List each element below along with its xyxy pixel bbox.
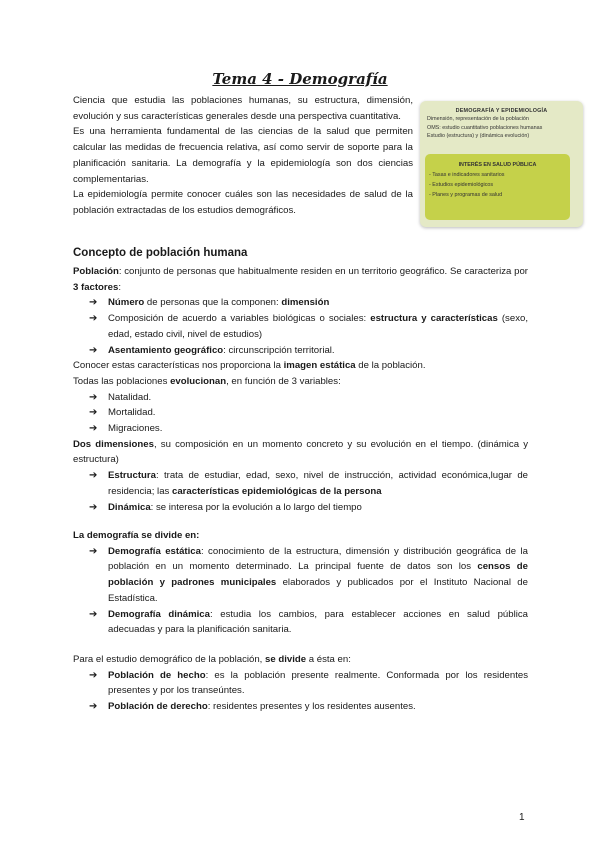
summary-box-line: OMS: estudio cuantitativo poblaciones humanas: [427, 124, 543, 131]
public-health-line: - Estudios epidemiológicos: [429, 182, 494, 188]
dimensions-list: [73, 468, 528, 515]
list-item: ➔ Migraciones.: [73, 421, 528, 437]
list-item: ➔ Asentamiento geográfico: circunscripción territorial.: [73, 343, 528, 359]
list-item: ➔ Estructura: trata de estudiar, edad, sexo, nivel de instrucción, actividad económica,lugar de residencia; las características epidemiológicas de la persona: [73, 468, 528, 499]
intro-paragraph: Es una herramienta fundamental de las ciencias de la salud que permiten calcular las medidas de frecuencia relativa, así como servir de soporte para la planificación sanitaria. La demografía y la epidemiología son dos ciencias complementarias.: [73, 126, 413, 185]
factors-list: [73, 295, 528, 358]
population-definition: Población: conjunto de personas que habitualmente residen en un territorio geográfico. Se caracteriza por 3 factores: ➔ Número de personas que la componen: dimensión ➔ Composición de acuerdo a variables biológicas o sociales: estructura y características (sexo, edad, estado civil, nivel de estudios) ➔ Asentamiento geográfico: circunscripción territorial. Conocer estas características nos proporciona la imagen estática de la población. Todas las poblaciones evolucionan, en función de 3 variables: ➔ Natalidad. ➔ Mortalidad. ➔ Migraciones. Dos dimensiones, su composición en un momento concreto y su evolución en el tiempo. (dinámica y estructura) ➔ Estructura: trata de estudiar, edad, sexo, nivel de instrucción, actividad económica,lugar de residencia; las características epidemiológicas de la persona ➔ Dinámica: se interesa por la evolución a lo largo del tiempo: [73, 264, 528, 515]
list-item: ➔ Demografía dinámica: estudia los cambios, para establecer acciones en salud pública adecuadas y para la planificación sanitaria.: [73, 607, 528, 638]
list-item: ➔ Dinámica: se interesa por la evolución a lo largo del tiempo: [73, 500, 528, 516]
summary-box: [420, 101, 583, 227]
list-item: ➔ Mortalidad.: [73, 405, 528, 421]
intro-paragraph: La epidemiología permite conocer cuáles son las necesidades de salud de la población extractadas de los estudios demográficos.: [73, 189, 413, 216]
demography-division: [73, 528, 528, 638]
intro-text: [73, 93, 413, 219]
list-item: ➔ Natalidad.: [73, 390, 528, 406]
list-item: ➔ Población de hecho: es la población presente realmente. Conformada por los residentes presentes y por los transeúntes.: [73, 668, 528, 699]
population-study: Para el estudio demográfico de la población, se divide a ésta en: ➔ Población de hecho: es la población presente realmente. Conformada por los residentes presentes y por los transeúntes. ➔ Población de derecho: residentes presentes y los residentes ausentes.: [73, 652, 528, 715]
list-item: ➔ Composición de acuerdo a variables biológicas o sociales: estructura y características (sexo, edad, estado civil, nivel de estudios): [73, 311, 528, 342]
public-health-line: - Planes y programas de salud: [429, 192, 503, 198]
division-list: [73, 544, 528, 638]
public-health-title: INTERÉS EN SALUD PÚBLICA: [458, 162, 537, 168]
list-item: ➔ Demografía estática: conocimiento de la estructura, dimensión y distribución geográfica de la población en un momento determinado. La principal fuente de datos son los censos de población y padrones municipales elaborados y publicados por el Instituto Nacional de Estadística.: [73, 544, 528, 607]
page-number: 1: [519, 812, 525, 823]
list-item: ➔ Número de personas que la componen: dimensión: [73, 295, 528, 311]
page-title: Tema 4 - Demografía: [212, 70, 388, 88]
public-health-line: - Tasas e indicadores sanitarios: [429, 172, 505, 178]
list-item: ➔ Población de derecho: residentes presentes y los residentes ausentes.: [73, 699, 528, 715]
public-health-box: [425, 154, 570, 220]
summary-box-line: Estudio (estructura) y (dinámica evolución): [427, 133, 530, 140]
variables-list: [73, 390, 528, 437]
section-heading: La demografía se divide en:: [73, 530, 200, 541]
population-types-list: [73, 668, 528, 715]
intro-paragraph: Ciencia que estudia las poblaciones humanas, su estructura, dimensión, evolución y sus características generales desde una perspectiva cuantitativa.: [73, 95, 413, 122]
section-heading: Concepto de población humana: [73, 247, 248, 259]
summary-box-title: DEMOGRAFÍA Y EPIDEMIOLOGÍA: [455, 108, 548, 114]
summary-box-line: Dimensión, representación de la población: [427, 116, 529, 123]
